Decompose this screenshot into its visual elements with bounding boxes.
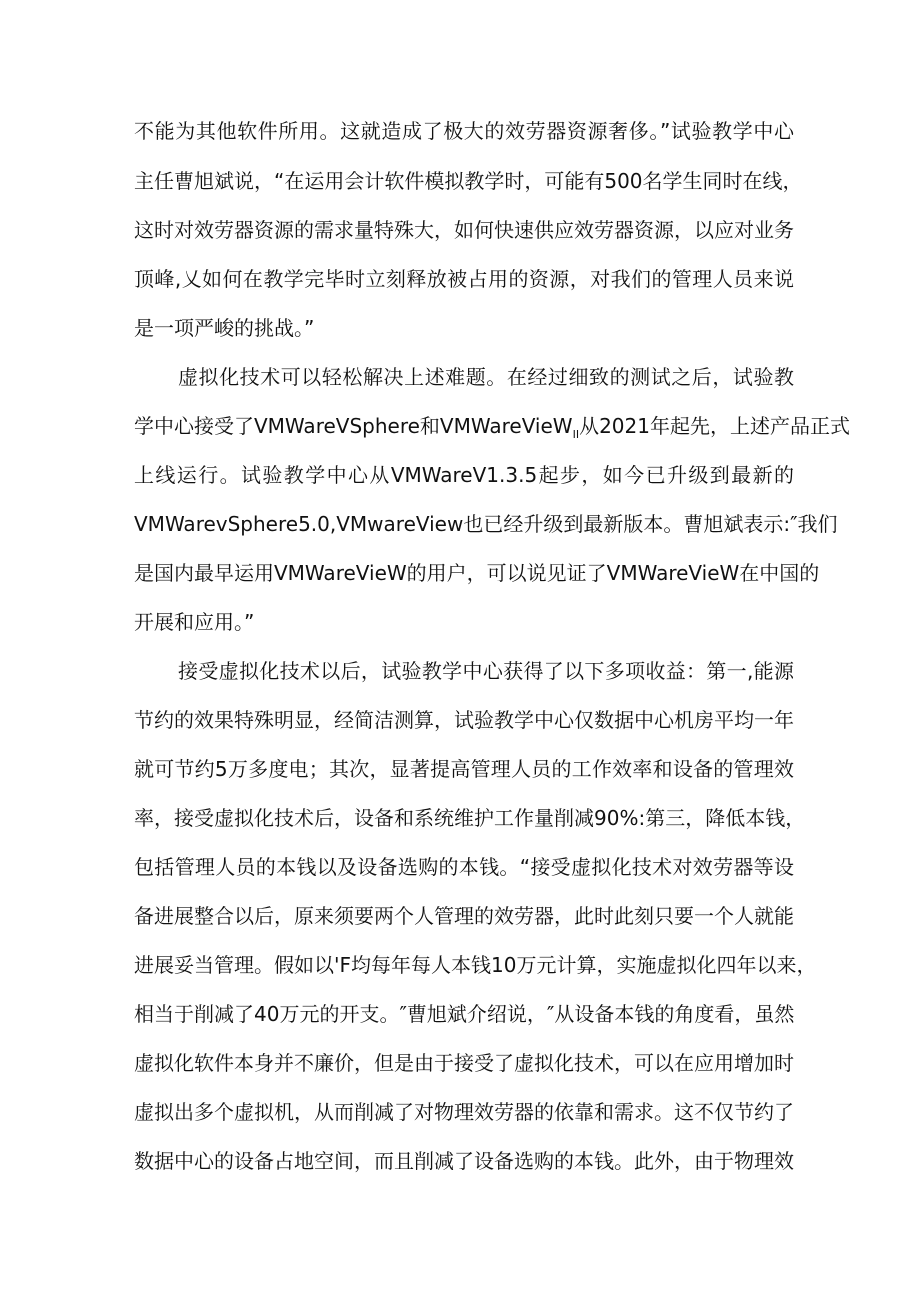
paragraph-1-line-1: 不能为其他软件所用。这就造成了极大的效劳器资源奢侈。”试验教学中心 [134,119,794,143]
paragraph-2-line-2-part-1: 学中心接受了VMWareVSphere和VMWareVieW [134,414,573,438]
paragraph-1-line-3: 这时对效劳器资源的需求量特殊大，如何快速供应效劳器资源，以应对业务 [134,218,794,242]
paragraph-3-line-10: 虚拟出多个虚拟机，从而削减了对物理效劳器的依靠和需求。这不仅节约了 [134,1100,794,1124]
subscript-mark: II [572,428,580,441]
paragraph-2-line-6: 开展和应用。” [134,610,255,634]
paragraph-2-line-2-part-2: 从2021年起先，上述产品正式 [579,414,850,438]
paragraph-1-line-4: 顶峰,乂如何在教学完毕时立刻释放被占用的资源，对我们的管理人员来说 [134,267,794,291]
paragraph-3-line-9: 虚拟化软件本身并不廉价，但是由于接受了虚拟化技术，可以在应用增加时 [134,1051,794,1075]
paragraph-3-line-7: 进展妥当管理。假如以'F均每年每人本钱10万元计算，实施虚拟化四年以来， [134,953,817,977]
paragraph-2-line-1: 虚拟化技术可以轻松解决上述难题。在经过细致的测试之后，试验教 [178,365,794,389]
paragraph-3-line-2: 节约的效果特殊明显，经简洁测算，试验教学中心仅数据中心机房平均一年 [134,708,794,732]
paragraph-2-line-4: VMWarevSphere5.0,VMwareView也已经升级到最新版本。曹旭斌表示:″我们 [134,512,838,536]
paragraph-3-line-4: 率，接受虚拟化技术后，设备和系统维护工作量削减90%:第三，降低本钱， [134,806,806,830]
paragraph-3-line-8: 相当于削减了40万元的开支。″曹旭斌介绍说，″从设备本钱的角度看，虽然 [134,1002,795,1026]
paragraph-3-line-11: 数据中心的设备占地空间，而且削减了设备选购的本钱。此外，由于物理效 [134,1149,794,1173]
paragraph-2-line-2 [134,411,850,441]
paragraph-3-line-1: 接受虚拟化技术以后，试验教学中心获得了以下多项收益：第一,能源 [178,659,794,683]
paragraph-2-line-3: 上线运行。试验教学中心从VMWareV1.3.5起步，如今已升级到最新的 [134,463,794,487]
paragraph-3-line-3: 就可节约5万多度电；其次，显著提高管理人员的工作效率和设备的管理效 [134,757,794,781]
paragraph-1-line-2: 主任曹旭斌说，“在运用会计软件模拟教学时，可能有500名学生同时在线， [134,169,803,193]
paragraph-2-line-5: 是国内最早运用VMWareVieW的用户，可以说见证了VMWareVieW在中国的 [134,561,820,585]
paragraph-3-line-6: 备进展整合以后，原来须要两个人管理的效劳器，此时此刻只要一个人就能 [134,904,794,928]
paragraph-3-line-5: 包括管理人员的本钱以及设备选购的本钱。“接受虚拟化技术对效劳器等设 [134,855,794,879]
paragraph-1-line-5: 是一项严峻的挑战。” [134,316,315,340]
